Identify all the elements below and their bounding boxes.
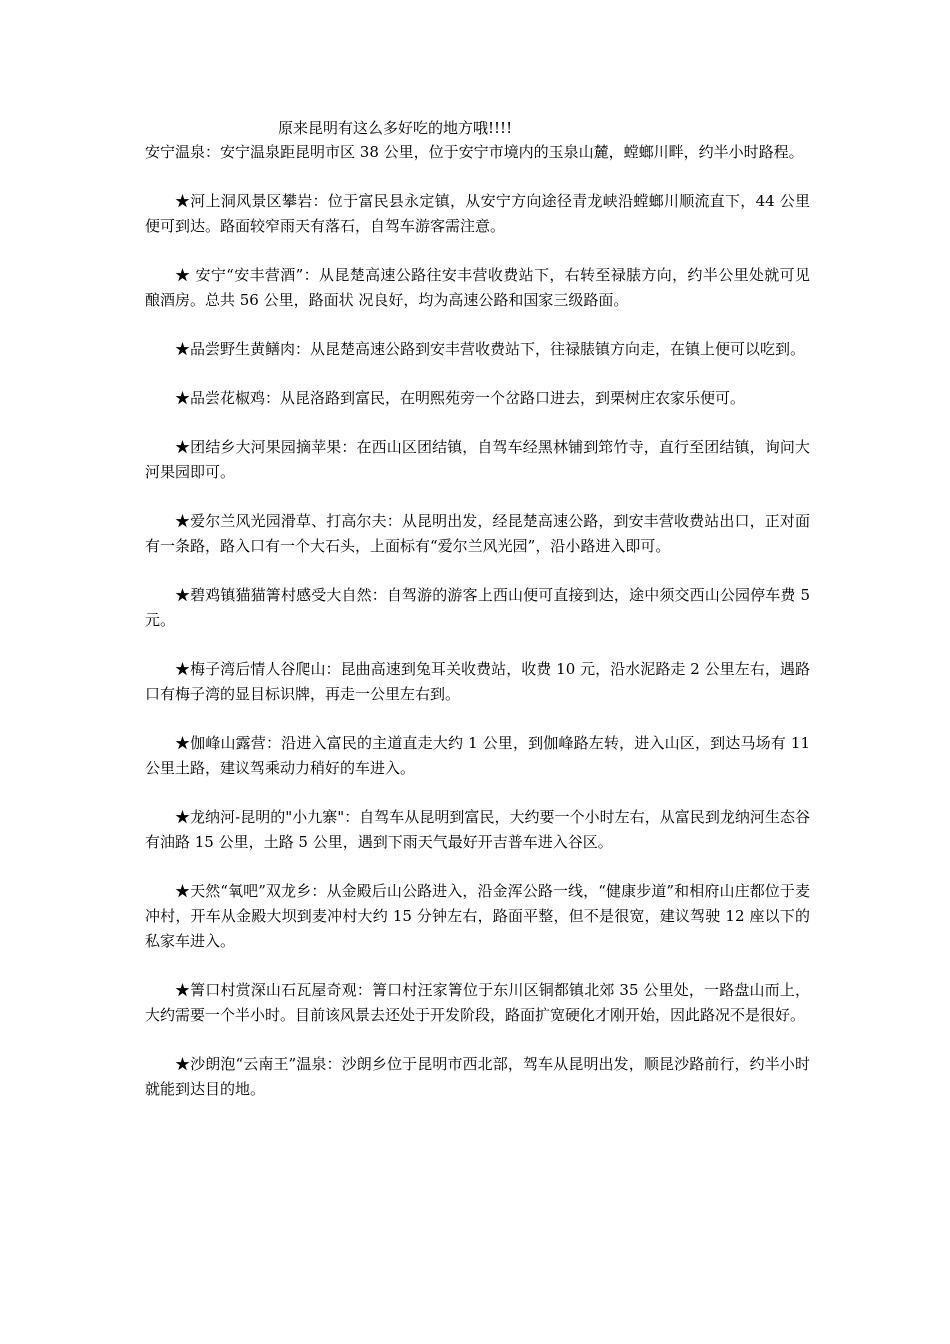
paragraph-heshangdong-climbing: ★河上洞风景区攀岩：位于富民县永定镇，从安宁方向途径青龙峡沿螳螂川顺流直下，44 公里便可到达。路面较窄雨天有落石，自驾车游客需注意。 — [145, 192, 810, 235]
document-title: 原来昆明有这么多好吃的地方哦!!!! — [278, 119, 513, 137]
paragraph-anning-hot-spring: 安宁温泉：安宁温泉距昆明市区 38 公里，位于安宁市境内的玉泉山麓，螳螂川畔，约半小时路程。 — [145, 143, 804, 161]
paragraph-pepper-chicken: ★品尝花椒鸡：从昆洛路到富民，在明熙苑旁一个岔路口进去，到栗树庄农家乐便可。 — [175, 389, 746, 407]
paragraph-maomaoqing-village: ★碧鸡镇猫猫箐村感受大自然：自驾游的游客上西山便可直接到达，途中须交西山公园停车费 5 元。 — [145, 586, 810, 629]
paragraph-ireland-park: ★爱尔兰风光园滑草、打高尔夫：从昆明出发，经昆楚高速公路，到安丰营收费站出口，正对面有一条路，路入口有一个大石头，上面标有“爱尔兰风光园”，沿小路进入即可。 — [145, 512, 810, 555]
paragraph-qingkou-village: ★箐口村赏深山石瓦屋奇观：箐口村汪家箐位于东川区铜都镇北郊 35 公里处，一路盘山而上，大约需要一个半小时。目前该风景去还处于开发阶段，路面扩宽硬化才刚开始，因此路况不是很好。 — [145, 981, 810, 1024]
paragraph-lovers-valley: ★梅子湾后情人谷爬山：昆曲高速到兔耳关收费站，收费 10 元，沿水泥路走 2 公里左右，遇路口有梅子湾的显目标识牌，再走一公里左右到。 — [145, 660, 810, 703]
paragraph-apple-orchard: ★团结乡大河果园摘苹果：在西山区团结镇，自驾车经黑林铺到筇竹寺，直行至团结镇，询问大河果园即可。 — [145, 438, 810, 481]
paragraph-anfengying-wine: ★ 安宁“安丰营酒”：从昆楚高速公路往安丰营收费站下，右转至禄脿方向，约半公里处就可见酿酒房。总共 56 公里，路面状 况良好，均为高速公路和国家三级路面。 — [145, 266, 810, 309]
paragraph-jiafeng-camping: ★伽峰山露营：沿进入富民的主道直走大约 1 公里，到伽峰路左转，进入山区，到达马场有 11 公里土路，建议驾乘动力稍好的车进入。 — [145, 734, 810, 777]
paragraph-shuanglong-township: ★天然“氧吧”双龙乡：从金殿后山公路进入，沿金浑公路一线，“健康步道”和相府山庄都位于麦冲村，开车从金殿大坝到麦冲村大约 15 分钟左右，路面平整，但不是很宽，建议驾驶 12 座以下的私家车进入。 — [145, 882, 810, 950]
paragraph-longna-river: ★龙纳河-昆明的"小九寨"：自驾车从昆明到富民，大约要一个小时左右，从富民到龙纳河生态谷有油路 15 公里，土路 5 公里，遇到下雨天气最好开吉普车进入谷区。 — [145, 808, 810, 851]
paragraph-wild-eel: ★品尝野生黄鳝肉：从昆楚高速公路到安丰营收费站下，往禄脿镇方向走，在镇上便可以吃到。 — [175, 340, 806, 358]
document-body — [145, 140, 810, 1126]
paragraph-shalang-hot-spring: ★沙朗泡“云南王”温泉：沙朗乡位于昆明市西北部，驾车从昆明出发，顺昆沙路前行，约半小时就能到达目的地。 — [145, 1055, 810, 1098]
